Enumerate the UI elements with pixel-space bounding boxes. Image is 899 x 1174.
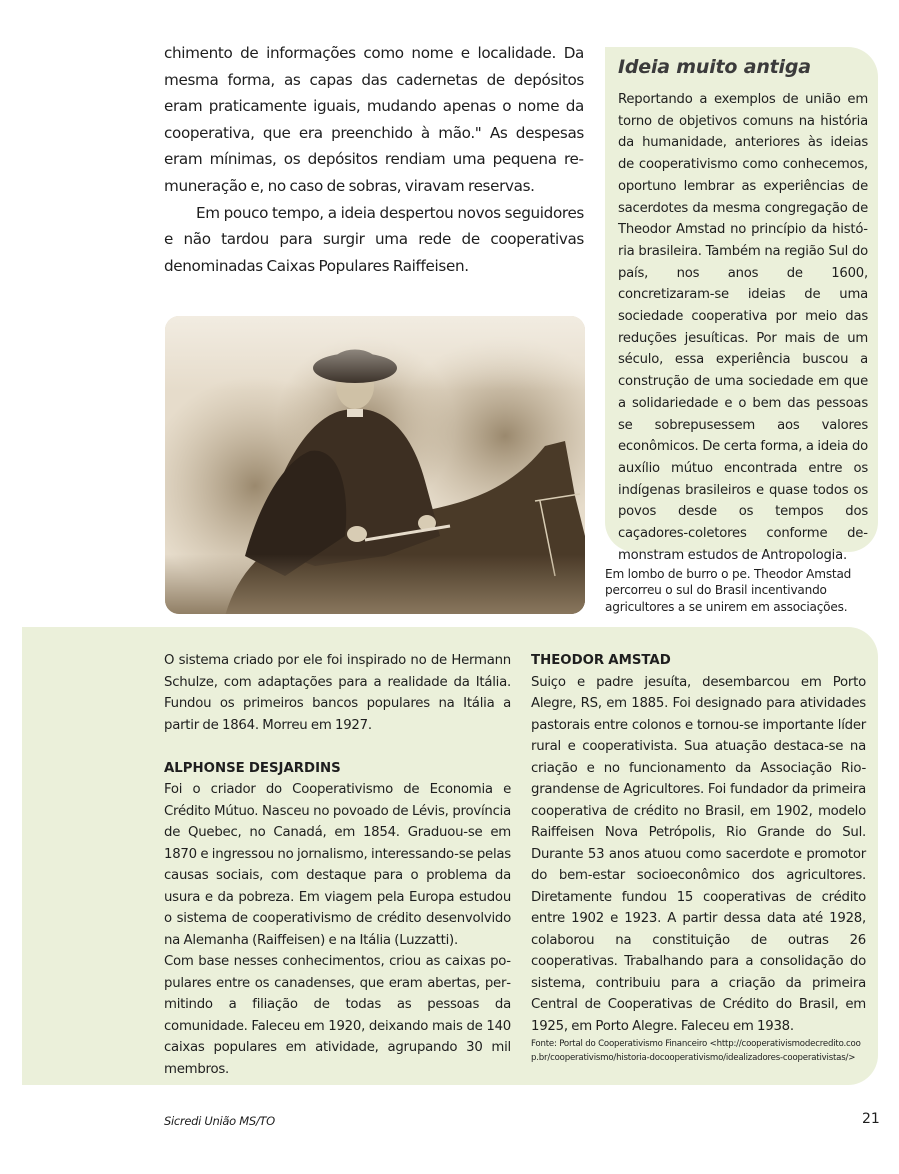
photo-vignette [165, 316, 585, 614]
photo-caption: Em lombo de burro o pe. Theodor Amstad percorreu o sul do Brasil incentivando agricultores a se unirem em associações. [605, 567, 852, 614]
desjardins-bio-paragraph-1: Foi o criador do Cooperativismo de Economia e Crédito Mútuo. Nasceu no povoado de Lévis, província de Quebec, no Canadá, em 1854. Graduou-se em 1870 e ingressou no jornalismo, interessando-se pelas causas sociais, com destaque para o problema da usura e da pobreza. Em viagem pela Europa estudou o sistema de cooperativismo de crédito desenvolvido na Alemanha (Raiffeisen) e na Itália (Luzzatti). [164, 782, 511, 948]
footer-publication-name: Sicredi União MS/TO [164, 1114, 275, 1128]
page-number: 21 [862, 1111, 880, 1127]
biography-column-left [164, 650, 511, 1080]
photo-theodor-amstad-on-mule [165, 316, 585, 614]
luzzatti-bio-continuation: O sistema criado por ele foi inspirado no de Hermann Schulze, com adaptações para a realidade da Itália. Fundou os primeiros bancos populares na Itália a partir de 1864. Morreu em 1927. [164, 653, 511, 733]
desjardins-bio-paragraph-2: Com base nesses conhecimentos, criou as caixas populares entre os canadenses, que eram abertas, permitindo a filiação de todas as pessoas da comunidade. Faleceu em 1920, deixando mais de 140 caixas populares em atividade, agrupando 30 mil membros. [164, 954, 511, 1077]
heading-theodor-amstad: THEODOR AMSTAD [531, 653, 671, 668]
biography-column-right [531, 650, 866, 1065]
sidebar-body: Reportando a exemplos de união em torno de objetivos comuns na história da humanidade, anteriores às ideias de cooperativismo como conhecemos, oportuno lembrar as experiências de sacerdotes da mesma congregação de Theodor Amstad no princípio da história brasileira. Também na região Sul do país, nos anos de 1600, concretizaram-se ideias de uma sociedade cooperativa por meio das reduções jesuíticas. Por mais de um século, essa experiência buscou a construção de uma sociedade em que a solidariedade e o bem das pessoas se sobrepusessem aos valores econômicos. De certa forma, a ideia do auxílio mútuo encontrada entre os indígenas brasileiros e quase todos os povos desde os tempos dos caçadores-coletores conforme demonstram estudos de Antropologia. [618, 92, 868, 563]
sepia-photo-illustration [165, 316, 585, 614]
heading-alphonse-desjardins: ALPHONSE DESJARDINS [164, 760, 341, 776]
main-paragraph-2: Em pouco tempo, a ideia despertou novos seguidores e não tardou para surgir uma rede de cooperativas denominadas Caixas Populares Raiffeisen. [164, 203, 584, 275]
sidebar-title: Ideia muito antiga [618, 56, 811, 78]
sidebar-box-ideia-muito-antiga [605, 47, 878, 563]
main-article-text [164, 40, 584, 279]
spacer [164, 736, 511, 758]
amstad-bio-paragraph: Suiço e padre jesuíta, desembarcou em Porto Alegre, RS, em 1885. Foi designado para atividades pastorais entre colonos e tornou-se importante líder rural e cooperativista. Sua atuação destaca-se na criação e no funcionamento da Associação Rio-grandense de Agricultores. Foi fundador da primeira cooperativa de crédito no Brasil, em 1902, modelo Raiffeisen Nova Petrópolis, Rio Grande do Sul. Durante 53 anos atuou como sacerdote e promotor do bem-estar socioeconômico dos agricultores. Diretamente fundou 15 cooperativas de crédito entre 1902 e 1923. A partir dessa data até 1928, colaborou na constituição de outras 26 cooperativas. Trabalhando para a consolidação do sistema, contribuiu para a criação da primeira Central de Cooperativas de Crédito do Brasil, em 1925, em Porto Alegre. Faleceu em 1938. [531, 674, 866, 1034]
main-paragraph-1: chimento de informações como nome e localidade. Da mesma forma, as capas das cadernetas de depósitos eram praticamente iguais, mudando apenas o nome da cooperativa, que era preenchido à mão." As despesas eram mínimas, os depósitos rendiam uma pequena remuneração e, no caso de sobras, viravam reservas. [164, 44, 584, 195]
source-citation: Fonte: Portal do Cooperativismo Financeiro <http://cooperativismodecredito.coop.br/cooperativismo/historia-docooperativismo/idealizadores-cooperativistas/> [531, 1039, 861, 1063]
